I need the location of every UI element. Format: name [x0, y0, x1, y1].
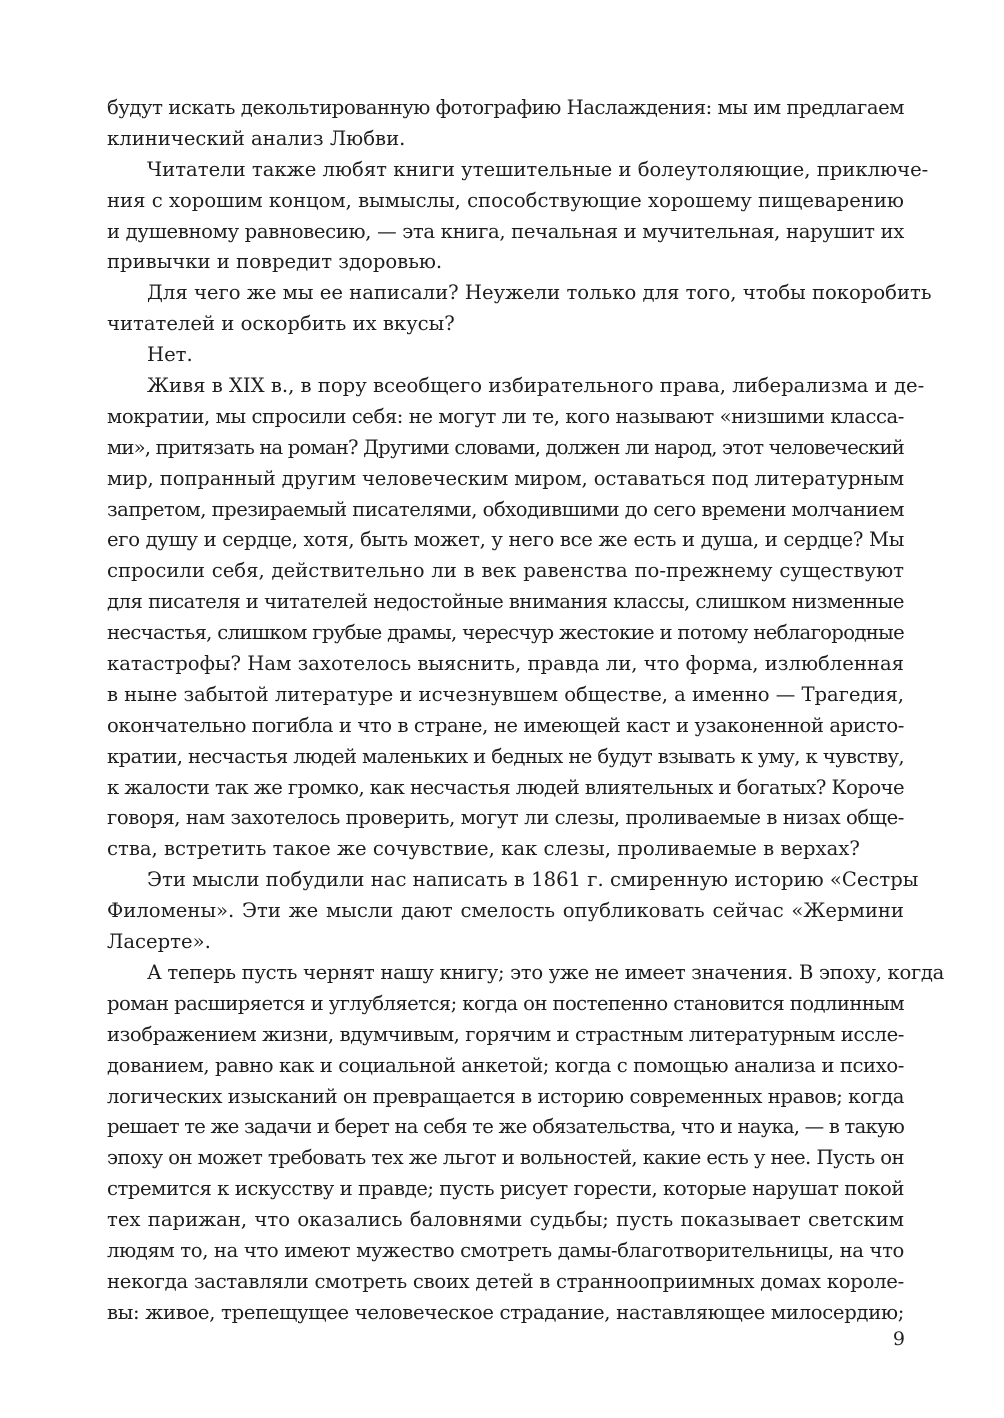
text-line: в ныне забытой литературе и исчезнувшем обществе, а именно — Трагедия, [107, 682, 904, 706]
text-line: стремится к искусству и правде; пусть рисует горести, которые нарушат покой [107, 1177, 904, 1201]
body-text [107, 93, 944, 1329]
text-line: логических изысканий он превращается в историю современных нравов; когда [107, 1084, 904, 1108]
text-line: А теперь пусть чернят нашу книгу; это уже не имеет значения. В эпоху, когда [147, 960, 944, 984]
text-line: будут искать декольтированную фотографию Наслаждения: мы им предлагаем [107, 96, 904, 119]
text-line: запретом, презираемый писателями, обходившими до сего времени молчанием [107, 497, 904, 521]
text-line: Читатели также любят книги утешительные и болеутоляющие, приключе- [147, 157, 929, 181]
page-number: 9 [892, 1328, 905, 1350]
text-line: несчастья, слишком грубые драмы, чересчур жестокие и потому неблагородные [107, 621, 904, 645]
text-line: клинический анализ Любви. [107, 126, 406, 150]
text-line: мир, попранный другим человеческим миром, оставаться под литературным [107, 466, 904, 490]
text-line: мократии, мы спросили себя: не могут ли те, кого называют «низшими класса- [107, 404, 904, 428]
text-line: и душевному равновесию, — эта книга, печальная и мучительная, нарушит их [107, 219, 904, 243]
text-line: его душу и сердце, хотя, быть может, у него все же есть и душа, и сердце? Мы [107, 528, 904, 552]
text-line: ния с хорошим концом, вымыслы, способствующие хорошему пищеварению [107, 188, 904, 212]
text-line: роман расширяется и углубляется; когда он постепенно становится подлинным [107, 991, 904, 1015]
paragraph [107, 278, 932, 340]
text-line: тех парижан, что оказались баловнями судьбы; пусть показывает светским [107, 1208, 904, 1232]
text-line: Филомены». Эти же мысли дают смелость опубликовать сейчас «Жермини [107, 899, 904, 923]
text-line: изображением жизни, вдумчивым, горячим и страстным литературным иссле- [107, 1022, 904, 1046]
text-line: говоря, нам захотелось проверить, могут ли слезы, проливаемые в низах обще- [107, 806, 904, 830]
text-line: вы: живое, трепещущее человеческое страдание, наставляющее милосердию; [107, 1300, 904, 1324]
text-line: спросили себя, действительно ли в век равенства по-прежнему существуют [107, 559, 904, 583]
text-line: привычки и повредит здоровью. [107, 250, 443, 274]
paragraph [107, 865, 919, 958]
text-line: ства, встретить такое же сочувствие, как слезы, проливаемые в верхах? [107, 837, 860, 861]
text-line: решает те же задачи и берет на себя те же обязательства, что и наука, — в такую [107, 1115, 904, 1139]
text-line: Ласерте». [107, 930, 211, 954]
text-line: катастрофы? Нам захотелось выяснить, правда ли, что форма, излюбленная [107, 652, 904, 676]
text-line: людям то, на что имеют мужество смотреть дамы-благотворительницы, на что [107, 1238, 904, 1262]
paragraph [107, 93, 904, 155]
paragraph [107, 371, 925, 865]
text-line: к жалости так же громко, как несчастья людей влиятельных и богатых? Короче [107, 775, 904, 799]
text-line: читателей и оскорбить их вкусы? [107, 312, 455, 336]
text-line: окончательно погибла и что в стране, не имеющей каст и узаконенной аристо- [107, 713, 904, 737]
text-line: Живя в XIX в., в пору всеобщего избирательного права, либерализма и де- [147, 374, 925, 398]
text-line: Нет. [147, 343, 193, 367]
paragraph [107, 340, 904, 371]
paragraph [107, 958, 944, 1329]
text-line: для писателя и читателей недостойные внимания классы, слишком низменные [107, 590, 904, 614]
text-line: дованием, равно как и социальной анкетой; когда с помощью анализа и психо- [107, 1053, 904, 1077]
text-line: ми», притязать на роман? Другими словами, должен ли народ, этот человеческий [107, 435, 904, 459]
paragraph [107, 155, 929, 279]
text-line: Эти мысли побудили нас написать в 1861 г. смиренную историю «Сестры [147, 868, 919, 892]
text-line: некогда заставляли смотреть своих детей в страннооприимных домах короле- [107, 1269, 904, 1293]
text-line: Для чего же мы ее написали? Неужели только для того, чтобы покоробить [147, 281, 932, 305]
text-line: эпоху он может требовать тех же льгот и вольностей, какие есть у нее. Пусть он [107, 1146, 904, 1170]
text-line: кратии, несчастья людей маленьких и бедных не будут взывать к уму, к чувству, [107, 744, 904, 768]
